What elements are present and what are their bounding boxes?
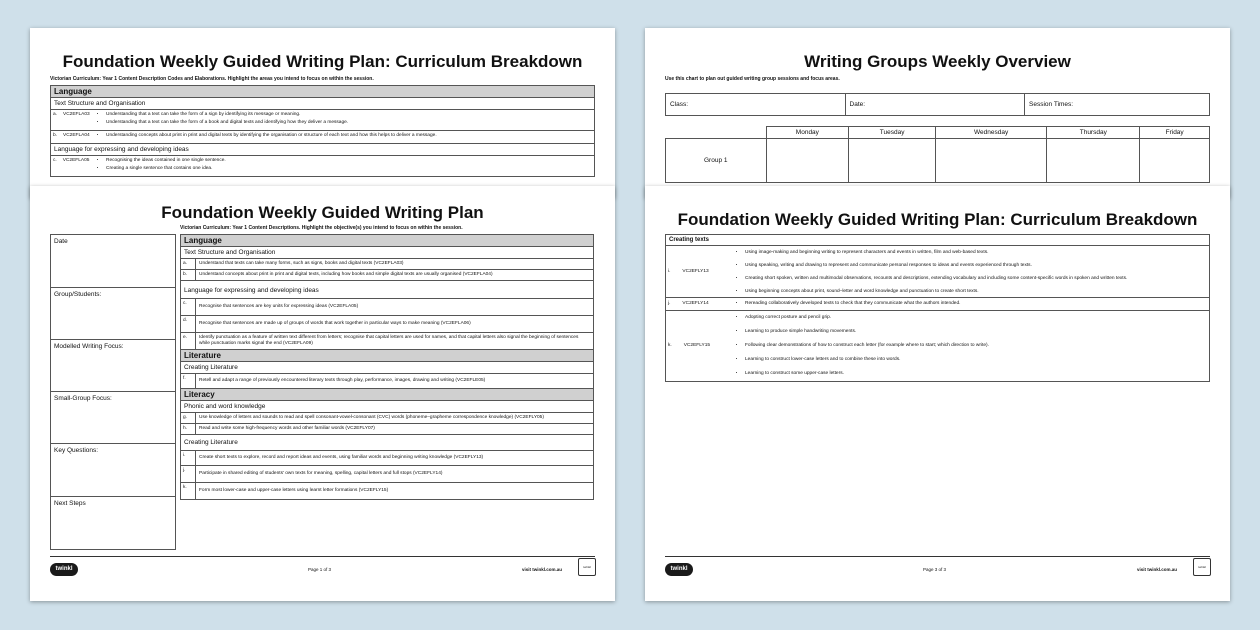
section-heading: Text Structure and Organisation (180, 247, 594, 259)
group-students-box: Group/Students: (50, 288, 176, 340)
table-row: i. VC2EFLY13 • Using image-making and beginning writing to represent characters and events in written, film and web-based texts. • Using speaking, writing and drawing to represent and communicate personal responses to ideas and events experienced through texts. • Creating short spoken, written and multimodal observations, recounts and descriptions, extending vocabulary and including some content-specific words in spoken and written texts. • Using beginning concepts about print, sound–letter and word knowledge and punctuation to create short texts. (665, 246, 1210, 298)
website-link: visit twinkl.com.au (1137, 567, 1178, 572)
table-row: a. VC2EFLA03 • Understanding that a text can take the form of a sign by identifying its message or meaning. • Understanding that a text can take the form of a book and digital texts and identifying how they deliver a message. (50, 110, 595, 131)
table-row: d. Recognise that sentences are made up of groups of words that work together in particular ways to make meaning (VC2EFLA06) (180, 316, 594, 333)
group-label: Group 1 (666, 139, 767, 183)
sheet1-language-header: Language (50, 85, 595, 98)
section-heading: Phonic and word knowledge (180, 401, 594, 413)
page-number: Page 1 of 3 (308, 567, 332, 572)
day-header: Monday (766, 127, 849, 139)
sheet1-section: Language for expressing and developing ideas (50, 144, 595, 156)
next-steps-box: Next Steps (50, 497, 176, 550)
table-row: c. VC2EFLA05 • Recognising the ideas contained in one single sentence. • Creating a single sentence that contains one idea. (50, 156, 595, 177)
session-times-field: Session Times: (1025, 94, 1210, 116)
day-header: Tuesday (849, 127, 936, 139)
table-row: i. Create short texts to explore, record and report ideas and events, using familiar words and beginning writing knowledge (VC2EFLY13) (180, 451, 594, 466)
sheet1-title: Foundation Weekly Guided Writing Plan: Curriculum Breakdown (62, 52, 583, 71)
day-header: Thursday (1047, 127, 1140, 139)
sheet1-section: Text Structure and Organisation (50, 98, 595, 110)
table-row: k. VC2EFLY15 • Adopting correct posture and pencil grip. • Learning to produce simple handwriting movements. • Following clear demonstrations of how to construct each letter (for example where to start; which direction to write). • Learning to construct lower-case letters and to combine these into words. • Learning to construct some upper-case letters. (665, 311, 1210, 382)
sheet3-title: Foundation Weekly Guided Writing Plan (161, 203, 484, 222)
table-row: c. Recognise that sentences are key units for expressing ideas (VC2EFLA05) (180, 299, 594, 316)
day-header: Wednesday (936, 127, 1047, 139)
sheet3-subtitle: Victorian Curriculum: Year 1 Content Descriptions. Highlight the objective(s) you intend to focus on within the session. (180, 225, 463, 231)
table-row: h. Read and write some high-frequency words and other familiar words (VC2EFLY07) (180, 424, 594, 435)
sheet2-title: Writing Groups Weekly Overview (804, 52, 1071, 71)
table-row: k. Form most lower-case and upper-case letters using learnt letter formations (VC2EFLY15) (180, 483, 594, 500)
website-link: visit twinkl.com.au (522, 567, 563, 572)
quality-badge-icon: twinkl (1193, 558, 1211, 576)
class-field: Class: (666, 94, 846, 116)
plan-left-column (50, 234, 176, 550)
sheet-curriculum-breakdown-top (30, 28, 615, 198)
creating-texts-table (665, 234, 1210, 382)
sheet-curriculum-breakdown-page3 (645, 186, 1230, 601)
date-box: Date (50, 235, 176, 288)
date-field: Date: (845, 94, 1025, 116)
language-header: Language (180, 234, 594, 247)
literature-header: Literature (180, 350, 594, 362)
creating-texts-header: Creating texts (665, 234, 1210, 246)
section-heading: Creating Literature (180, 362, 594, 374)
sheet2-subtitle: Use this chart to plan out guided writing group sessions and focus areas. (665, 76, 840, 82)
table-row: j. Participate in shared editing of students' own texts for meaning, spelling, capital letters and full stops (VC2EFLY14) (180, 466, 594, 483)
day-header: Friday (1140, 127, 1210, 139)
section-heading: Creating Literature (180, 435, 594, 451)
table-row: e. Identify punctuation as a feature of written text different from letters; recognise that capital letters are used for names, and that capital letters also signal the beginning of sentences while punctuation marks signal the end (VC2EFLA09) (180, 333, 594, 350)
footer-rule (50, 556, 595, 557)
small-group-focus-box: Small-Group Focus: (50, 392, 176, 444)
footer-rule (665, 556, 1210, 557)
sheet1-subtitle: Victorian Curriculum: Year 1 Content Description Codes and Elaborations. Highlight the areas you intend to focus on within the session. (50, 76, 374, 82)
page-number: Page 3 of 3 (923, 567, 947, 572)
quality-badge-icon: twinkl (578, 558, 596, 576)
literacy-header: Literacy (180, 389, 594, 401)
section-heading: Language for expressing and developing ideas (180, 281, 594, 299)
sheet-writing-groups-overview (645, 28, 1230, 198)
table-row: a. Understand that texts can take many forms, such as signs, books and digital texts (VC2EFLA03) (180, 259, 594, 270)
key-questions-box: Key Questions: (50, 444, 176, 497)
objectives-table (180, 234, 594, 500)
table-row: f. Retell and adapt a range of previously encountered literary texts through play, performance, images, drawing and writing (VC2EFLE05) (180, 374, 594, 389)
table-row: g. Use knowledge of letters and sounds to read and spell consonant-vowel-consonant (CVC) words (phoneme–grapheme correspondence knowledge) (VC2EFLY05) (180, 413, 594, 424)
twinkl-logo: twinkl (665, 563, 693, 576)
twinkl-logo: twinkl (50, 563, 78, 576)
table-row: j. VC2EFLY14 • Rereading collaboratively developed texts to check that they communicate what the authors intended. (665, 298, 1210, 311)
modelled-writing-focus-box: Modelled Writing Focus: (50, 340, 176, 392)
table-row: b. Understand concepts about print in print and digital texts, including how books and simple digital texts are usually organised (VC2EFLA04) (180, 270, 594, 281)
sheet4-title: Foundation Weekly Guided Writing Plan: Curriculum Breakdown (677, 210, 1198, 229)
sheet-guided-writing-plan (30, 186, 615, 601)
table-row: b. VC2EFLA04 • Understanding concepts about print in print and digital texts by identifying the organisation or structure of each text and how this helps to deliver a message. (50, 131, 595, 144)
